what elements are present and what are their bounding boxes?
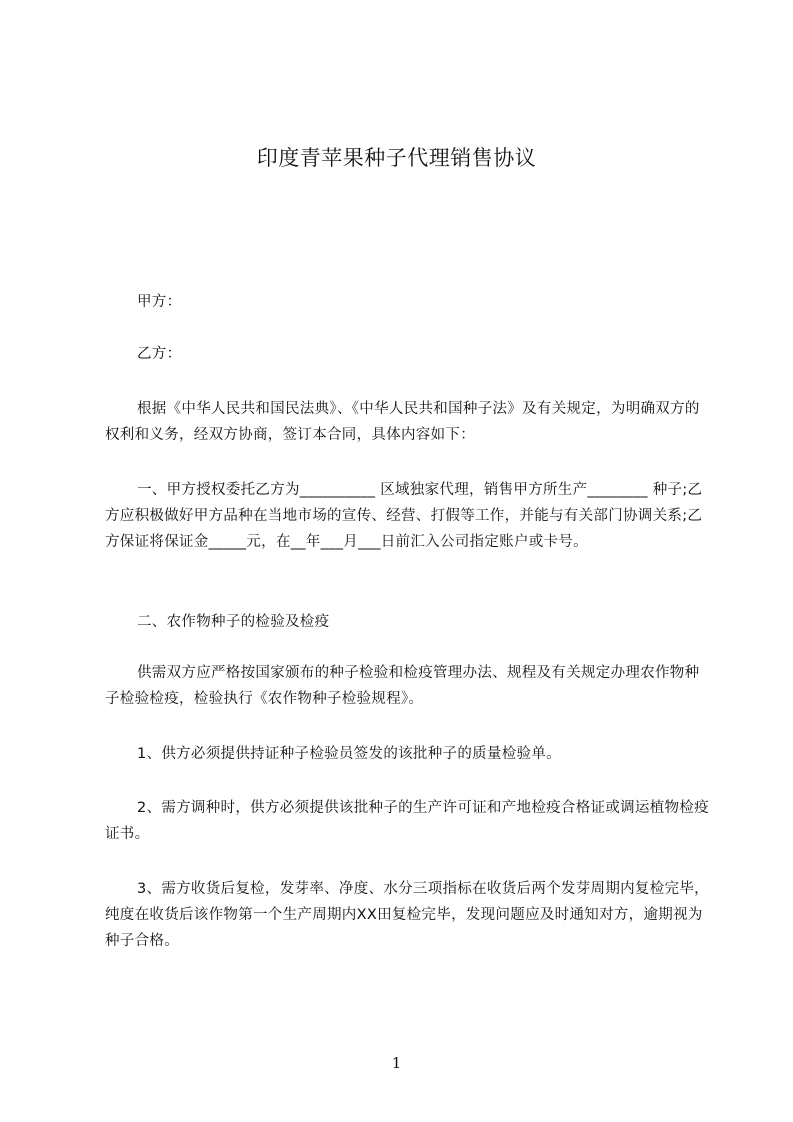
document-title: 印度青苹果种子代理销售协议 — [256, 146, 537, 170]
party-a-label: 甲方： — [137, 294, 182, 310]
item-2-paragraph: 2、需方调种时，供方必须提供该批种子的生产许可证和产地检疫合格证或调运植物检疫证书。 — [105, 800, 709, 842]
intro-paragraph: 根据《中华人民共和国民法典》、《中华人民共和国种子法》及有关规定，为明确双方的权利和义务，经双方协商，签订本合同，具体内容如下： — [105, 401, 700, 443]
clause-2-heading: 二、农作物种子的检验及检疫 — [137, 614, 330, 630]
clause-1-paragraph: 一、甲方授权委托乙方为__________ 区域独家代理，销售甲方所生产________ 种子;乙方应积极做好甲方品种在当地市场的宣传、经营、打假等工作，并能与有关部门协调关系;乙方保证将保证金_____元，在__年___月___日前汇入公司指定账户或卡号。 — [105, 482, 703, 550]
clause-2-body: 供需双方应严格按国家颁布的种子检验和检疫管理办法、规程及有关规定办理农作物种子检验检疫，检验执行《农作物种子检验规程》。 — [105, 665, 700, 707]
page-number: 1 — [391, 1054, 402, 1072]
item-3-paragraph: 3、需方收货后复检，发芽率、净度、水分三项指标在收货后两个发芽周期内复检完毕，纯度在收货后该作物第一个生产周期内XX田复检完毕，发现问题应及时通知对方，逾期视为种子合格。 — [105, 881, 709, 949]
item-1-paragraph: 1、供方必须提供持证种子检验员签发的该批种子的质量检验单。 — [137, 746, 561, 762]
party-b-label: 乙方： — [137, 346, 182, 362]
